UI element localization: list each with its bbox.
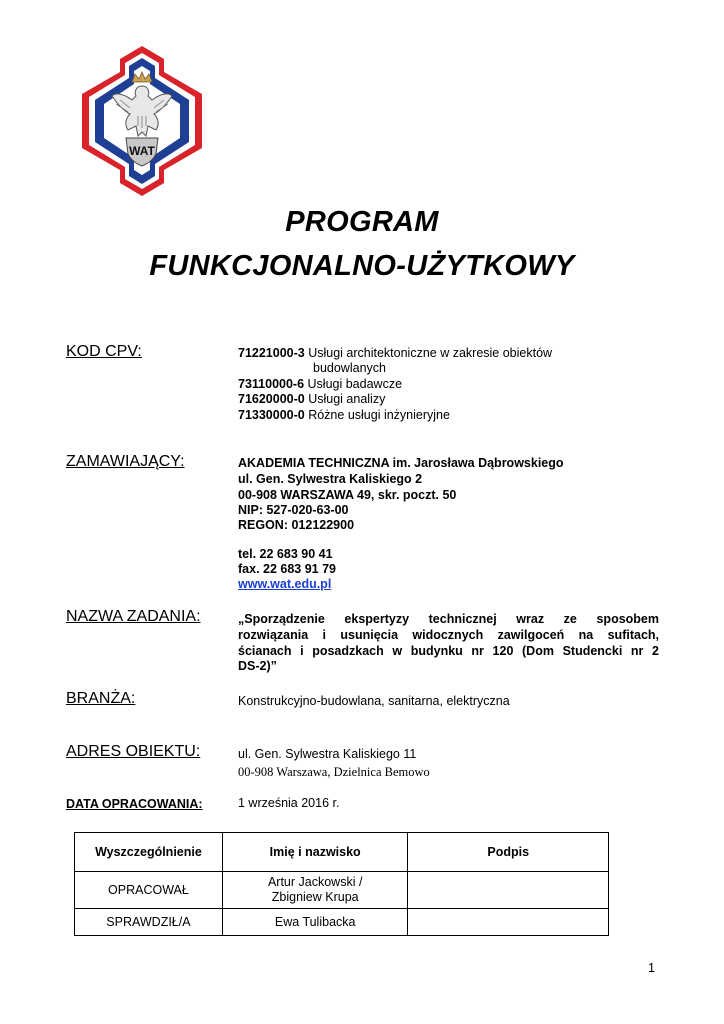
signature-cell	[408, 872, 609, 909]
cpv-desc: Różne usługi inżynieryjne	[304, 408, 450, 422]
cpv-item	[238, 408, 450, 423]
customer-label: ZAMAWIAJĄCY:	[66, 453, 185, 470]
customer-website-link[interactable]: www.wat.edu.pl	[238, 577, 332, 591]
table-header-row	[75, 833, 609, 872]
page-number: 1	[648, 961, 655, 975]
wat-logo	[80, 44, 204, 198]
cpv-item	[238, 377, 402, 392]
table-header-cell: Podpis	[408, 833, 609, 872]
branch-value: Konstrukcyjno-budowlana, sanitarna, elektryczna	[238, 694, 510, 708]
cpv-label: KOD CPV:	[66, 343, 142, 360]
name-cell	[222, 872, 408, 909]
role-cell: OPRACOWAŁ	[75, 872, 223, 909]
customer-city: 00-908 WARSZAWA 49, skr. poczt. 50	[238, 488, 457, 502]
cpv-item	[238, 346, 552, 361]
table-row	[75, 872, 609, 909]
cpv-continuation: budowlanych	[313, 361, 386, 375]
role-cell: SPRAWDZIŁ/A	[75, 909, 223, 936]
cpv-code: 71330000-0	[238, 408, 305, 422]
cpv-item	[238, 392, 385, 407]
customer-nip: NIP: 527-020-63-00	[238, 503, 349, 517]
name-line: Artur Jackowski /	[267, 875, 363, 889]
table-row	[75, 909, 609, 936]
cpv-code: 71620000-0	[238, 392, 305, 406]
branch-label: BRANŻA:	[66, 690, 136, 707]
signature-cell	[408, 909, 609, 936]
cpv-desc: Usługi architektoniczne w zakresie obiektów	[304, 346, 553, 360]
task-line: DS-2)”	[238, 659, 277, 673]
address-line1: ul. Gen. Sylwestra Kaliskiego 11	[238, 747, 417, 761]
customer-street: ul. Gen. Sylwestra Kaliskiego 2	[238, 472, 423, 486]
task-line: rozwiązania i usunięcia widocznych zawilgoceń na sufitach,	[238, 628, 659, 642]
table-header-cell: Imię i nazwisko	[222, 833, 408, 872]
cpv-desc: Usługi analizy	[304, 392, 386, 406]
address-line2: 00-908 Warszawa, Dzielnica Bemowo	[238, 765, 430, 779]
table-header-cell: Wyszczególnienie	[75, 833, 223, 872]
task-label: NAZWA ZADANIA:	[66, 608, 201, 625]
date-label: DATA OPRACOWANIA:	[66, 797, 203, 811]
address-label: ADRES OBIEKTU:	[66, 743, 201, 760]
document-title-line1: PROGRAM	[285, 206, 439, 238]
logo-text: WAT	[129, 144, 155, 158]
customer-name: AKADEMIA TECHNICZNA im. Jarosława Dąbrowskiego	[238, 456, 564, 470]
name-line: Zbigniew Krupa	[271, 890, 359, 904]
cpv-desc: Usługi badawcze	[304, 377, 403, 391]
customer-tel: tel. 22 683 90 41	[238, 547, 333, 561]
signature-table	[74, 832, 609, 936]
document-title-line2: FUNKCJONALNO-UŻYTKOWY	[149, 250, 575, 282]
date-value: 1 września 2016 r.	[238, 796, 340, 810]
task-line: ścianach i posadzkach w budynku nr 120 (Dom Studencki nr 2	[238, 644, 659, 658]
customer-fax: fax. 22 683 91 79	[238, 562, 336, 576]
customer-regon: REGON: 012122900	[238, 518, 355, 532]
task-line: „Sporządzenie ekspertyzy technicznej wraz ze sposobem	[238, 612, 659, 626]
cpv-code: 71221000-3	[238, 346, 305, 360]
cpv-code: 73110000-6	[238, 377, 305, 391]
name-cell: Ewa Tulibacka	[222, 909, 408, 936]
